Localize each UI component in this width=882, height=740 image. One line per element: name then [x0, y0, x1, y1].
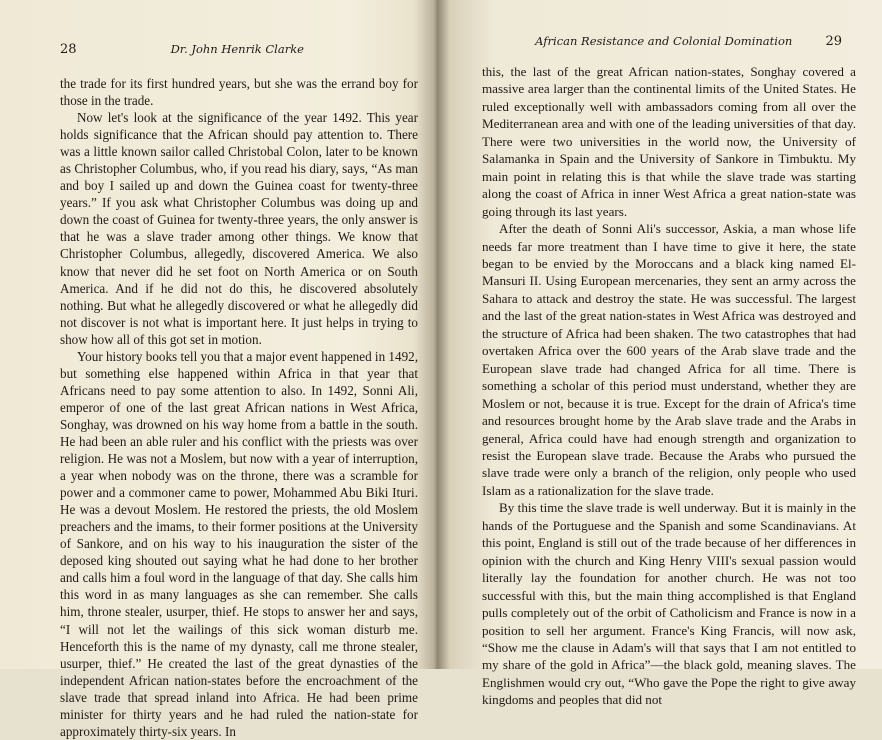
page-number: 28 — [60, 42, 77, 57]
paragraph: After the death of Sonni Ali's successor, Askia, a man whose life needs far more treatment than I have time to give it here, the state began to be envied by the Moroccans and a black king named El-Mansuri II. Using European mercenaries, they sent an army across the Sahara to attack and destroy the state. He was successful. The largest and the last of the great nation-states in West Africa was destroyed and the structure of Africa had been shaken. The two catastrophes that had overtaken Africa over the 600 years of the Arab slave trade and the European slave trade had changed Africa for all time. There is something a scholar of this period must understand, whether they are Moslem or not, because it is true. Except for the drain of Africa's time and resources brought home by the Arab slave trade and the Arabs in general, Africa could have had enough strength and organization to resist the European slave trade. Because the Arabs who pursued the slave trade were only a branch of the religion, only people who used Islam as a rationalization for the slave trade. — [482, 221, 856, 498]
paragraph: the trade for its first hundred years, but she was the errand boy for those in the trade. — [60, 76, 418, 109]
paragraph: this, the last of the great African nation-states, Songhay covered a massive area larger than the continental limits of the United States. He ruled exceptionally well with ambassadors coming from all over the Mediterranean area and with one of the leading universities of that day. There were two universities in the world now, the University of Salamanka in Spain and the University of Sankore in Timbuktu. My main point in relating this is that while the slave trade was starting along the coast of Africa in inner West Africa a great nation-state was going through its last years. — [482, 64, 856, 219]
left-page — [0, 0, 438, 739]
paragraph: Now let's look at the significance of the year 1492. This year holds significance that the African should pay attention to. There was a little known sailor called Christobal Colon, later to be known as Christopher Columbus, who, if you read his diary, says, “As man and boy I sailed up and down the Guinea coast for twenty-three years.” If you ask what Christopher Columbus was doing up and down the coast of Guinea for twenty-three years, the only answer is that he was a slave trader among other things. We know that Christopher Columbus, allegedly, discovered America. We also know that never did he set foot on North America or on South America. And if he did not do this, he discovered absolutely nothing. But what he allegedly discovered or what he allegedly did not discover is not what is important here. It just helps in trying to show how all of this got set in motion. — [60, 110, 418, 347]
right-page-body — [482, 63, 856, 709]
right-page-header — [482, 34, 856, 49]
page-number: 29 — [825, 34, 842, 49]
running-head: African Resistance and Colonial Domination — [535, 34, 793, 48]
left-page-header — [60, 42, 418, 57]
right-page — [440, 0, 882, 708]
left-page-body — [60, 75, 418, 740]
paragraph: Your history books tell you that a major event happened in 1492, but something else happened within Africa in that year that Africans need to pay some attention to also. In 1492, Sonni Ali, emperor of one of the last great African nations in West Africa, Songhay, was drowned on his way home from a battle in the south. He had been an able ruler and his conflict with the priests was over religion. He was not a Moslem, but now with a year of interruption, a year when nobody was on the throne, there was a scramble for power and a commoner came to power, Mohammed Abu Biki Ituri. He was a devout Moslem. He restored the priests, the old Moslem preachers and the imams, to their former positions at the University of Sankore, and on his way to his inauguration the sister of the deposed king shouted out saying what he had done to her brother and calls him a foul word in the language of that day. She calls him this word in as many languages as she can remember. She calls him, throne stealer, usurper, thief. He stops to answer her and says, “I will not let the wailings of this sick woman disturb me. Henceforth this is the name of my dynasty, call me throne stealer, usurper, thief.” He created the last of the great dynasties of the independent African nation-states before the encroachment of the slave trade that spread inland into Africa. He had been prime minister for thirty years and he had ruled the nation-state for approximately thirty-six years. In — [60, 348, 419, 739]
running-head: Dr. John Henrik Clarke — [170, 42, 304, 56]
paragraph: By this time the slave trade is well underway. But it is mainly in the hands of the Portuguese and the Spanish and some Scandinavians. At this point, England is still out of the trade because of her differences in opinion with the church and King Henry VIII's sexual passion would literally lay the foundation for another church. He was not too successful with this, but the main thing accomplished is that England pulls completely out of the orbit of Catholicism and France is now in a position to sell her argument. France's King Francis, will now ask, “Show me the clause in Adam's will that says that I am not entitled to my share of the gold in Africa”—the black gold, meaning slaves. The Englishmen would cry out, “Who gave the Pope the right to give away kingdoms and peoples that did not — [482, 500, 856, 708]
